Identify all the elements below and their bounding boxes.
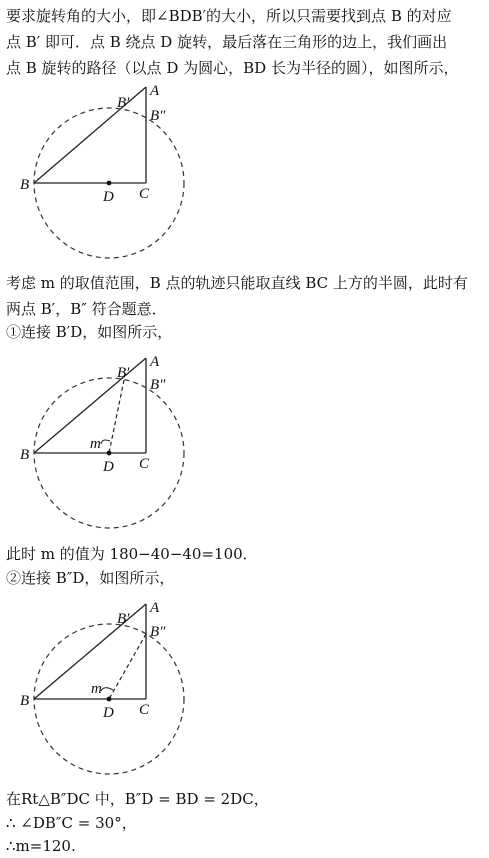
figure-2-segment-b-prime-d: [109, 380, 124, 453]
figure-2-label-m: m: [90, 436, 101, 452]
figure-1-point-d: [107, 181, 112, 186]
step-1-heading: ①连接 B′D，如图所示，: [6, 323, 173, 341]
figure-1-label-b-prime: B′: [117, 95, 130, 111]
figure-3-angle-arc-m: [101, 688, 113, 691]
figure-3-label-m: m: [91, 681, 102, 697]
figure-2-label-a: A: [150, 354, 160, 370]
conclusion-line-2: ∴ ∠DB″C = 30°，: [6, 814, 137, 832]
intro-line-1: 要求旋转角的大小，即∠BDB′的大小，所以只需要找到点 B 的对应: [6, 7, 452, 25]
figure-1-label-d: D: [103, 189, 114, 205]
figure-1-label-a: A: [150, 83, 160, 99]
consider-line-2: 两点 B′，B″ 符合题意．: [6, 300, 167, 318]
figure-3-connect-b-double-prime-d: [0, 595, 489, 785]
figure-1-label-b-double-prime: B″: [150, 108, 166, 124]
step-1-result: 此时 m 的值为 180−40−40=100．: [6, 545, 258, 563]
figure-1-label-c: C: [139, 186, 150, 202]
figure-3-label-b-double-prime: B″: [150, 624, 166, 640]
figure-3-label-b: B: [20, 693, 30, 709]
figure-2-label-b: B: [20, 447, 30, 463]
conclusion-line-3: ∴m=120.: [6, 837, 76, 855]
figure-2-connect-b-prime-d: [0, 350, 489, 540]
figure-3-label-b-prime: B′: [117, 611, 130, 627]
conclusion-line-1: 在Rt△B″DC 中，B″D = BD = 2DC，: [6, 790, 269, 808]
figure-3-label-d: D: [103, 705, 114, 721]
consider-line-1: 考虑 m 的取值范围，B 点的轨迹只能取直线 BC 上方的半圆，此时有: [6, 274, 468, 292]
figure-3-label-c: C: [139, 702, 150, 718]
figure-3-label-a: A: [150, 600, 160, 616]
figure-1-rotation-path: [0, 70, 489, 270]
figure-3-point-d: [107, 697, 112, 702]
figure-2-label-b-prime: B′: [117, 365, 130, 381]
intro-line-2: 点 B′ 即可．点 B 绕点 D 旋转，最后落在三角形的边上，我们画出: [6, 33, 448, 51]
figure-2-point-d: [107, 451, 112, 456]
figure-2-angle-arc-m: [101, 440, 110, 444]
figure-3-segment-b-double-prime-d: [109, 634, 146, 699]
figure-2-label-b-double-prime: B″: [150, 377, 166, 393]
intro-line-3: 点 B 旋转的路径（以点 D 为圆心，BD 长为半径的圆），如图所示，: [6, 59, 459, 77]
figure-2-label-c: C: [139, 456, 150, 472]
figure-2-label-d: D: [103, 459, 114, 475]
step-2-heading: ②连接 B″D，如图所示，: [6, 569, 175, 587]
figure-1-label-b: B: [20, 177, 30, 193]
